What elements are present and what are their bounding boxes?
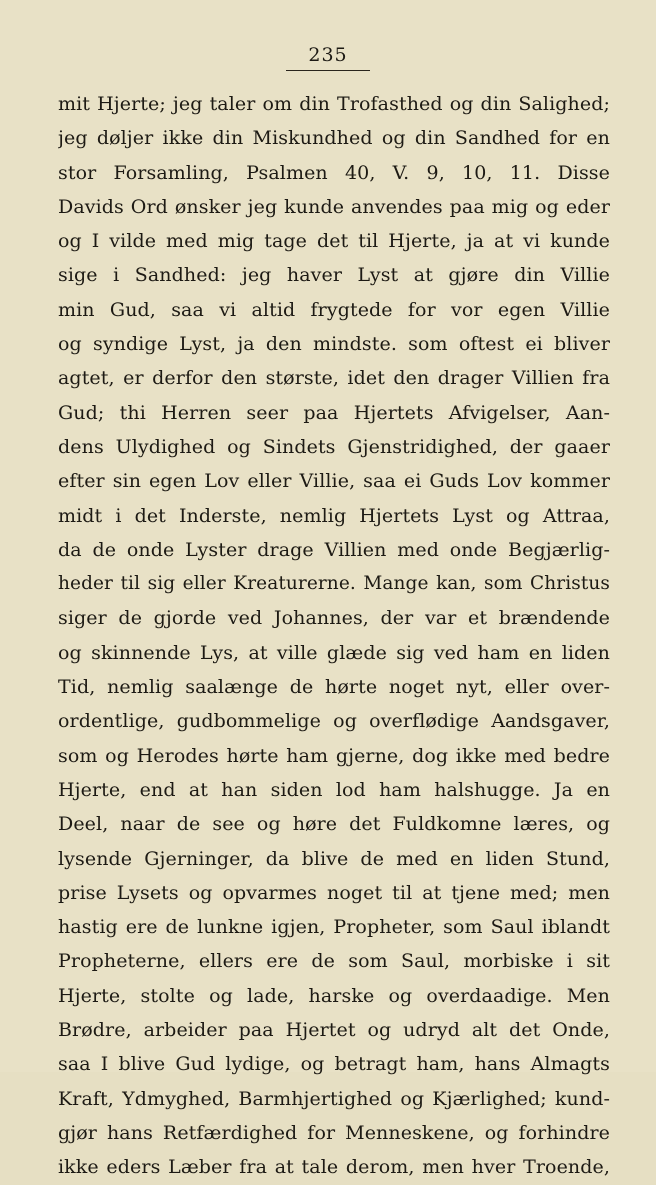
text-line: Kraft, Ydmyghed, Barmhjertighed og Kjærlighed; kund- bbox=[58, 1087, 610, 1110]
header-rule bbox=[286, 70, 370, 71]
text-line: hastig ere de lunkne igjen, Propheter, som Saul iblandt bbox=[58, 916, 610, 939]
text-line: ikke eders Læber fra at tale derom, men hver Troende, bbox=[58, 1156, 610, 1179]
text-line: og syndige Lyst, ja den mindste. som oftest ei bliver bbox=[58, 333, 610, 356]
text-line: mit Hjerte; jeg taler om din Trofasthed og din Salighed; bbox=[58, 93, 610, 115]
text-line: Tid, nemlig saalænge de hørte noget nyt, eller over- bbox=[58, 676, 610, 699]
text-line: lysende Gjerninger, da blive de med en liden Stund, bbox=[58, 847, 610, 870]
text-line: som og Herodes hørte ham gjerne, dog ikke med bedre bbox=[58, 744, 610, 767]
text-line: ordentlige, gudbommelige og overflødige Aandsgaver, bbox=[58, 710, 610, 733]
text-line: Hjerte, end at han siden lod ham halshugge. Ja en bbox=[58, 778, 610, 801]
text-line: heder til sig eller Kreaturerne. Mange kan, som Christus bbox=[58, 573, 610, 595]
text-line: dens Ulydighed og Sindets Gjenstridighed, der gaaer bbox=[58, 435, 610, 458]
text-line: og skinnende Lys, at ville glæde sig ved ham en liden bbox=[58, 641, 610, 664]
text-line: efter sin egen Lov eller Villie, saa ei Guds Lov kommer bbox=[58, 470, 610, 493]
text-line: agtet, er derfor den største, idet den drager Villien fra bbox=[58, 367, 610, 390]
text-line: Deel, naar de see og høre det Fuldkomne læres, og bbox=[58, 813, 610, 836]
text-line: jeg døljer ikke din Miskundhed og din Sandhed for en bbox=[58, 127, 610, 150]
text-line: gjør hans Retfærdighed for Menneskene, og forhindre bbox=[58, 1121, 610, 1144]
text-line: Davids Ord ønsker jeg kunde anvendes paa mig og eder bbox=[58, 195, 610, 218]
text-line: og I vilde med mig tage det til Hjerte, ja at vi kunde bbox=[58, 230, 610, 253]
text-line: saa I blive Gud lydige, og betragt ham, hans Almagts bbox=[58, 1053, 610, 1076]
page-number: 235 bbox=[308, 44, 348, 66]
text-line: min Gud, saa vi altid frygtede for vor egen Villie bbox=[58, 298, 610, 321]
body-text bbox=[58, 87, 610, 1185]
text-line: sige i Sandhed: jeg haver Lyst at gjøre din Villie bbox=[58, 264, 610, 287]
text-line: Propheterne, ellers ere de som Saul, morbiske i sit bbox=[58, 950, 610, 973]
text-line: Brødre, arbeider paa Hjertet og udryd alt det Onde, bbox=[58, 1019, 610, 1042]
text-line: stor Forsamling, Psalmen 40, V. 9, 10, 11. Disse bbox=[58, 161, 610, 184]
text-line: da de onde Lyster drage Villien med onde Begjærlig- bbox=[58, 538, 610, 561]
text-line: midt i det Inderste, nemlig Hjertets Lyst og Attraa, bbox=[58, 504, 610, 527]
text-line: prise Lysets og opvarmes noget til at tjene med; men bbox=[58, 881, 610, 904]
text-line: Gud; thi Herren seer paa Hjertets Afvigelser, Aan- bbox=[58, 401, 610, 424]
text-line: Hjerte, stolte og lade, harske og overdaadige. Men bbox=[58, 984, 610, 1007]
text-line: siger de gjorde ved Johannes, der var et brændende bbox=[58, 607, 610, 630]
